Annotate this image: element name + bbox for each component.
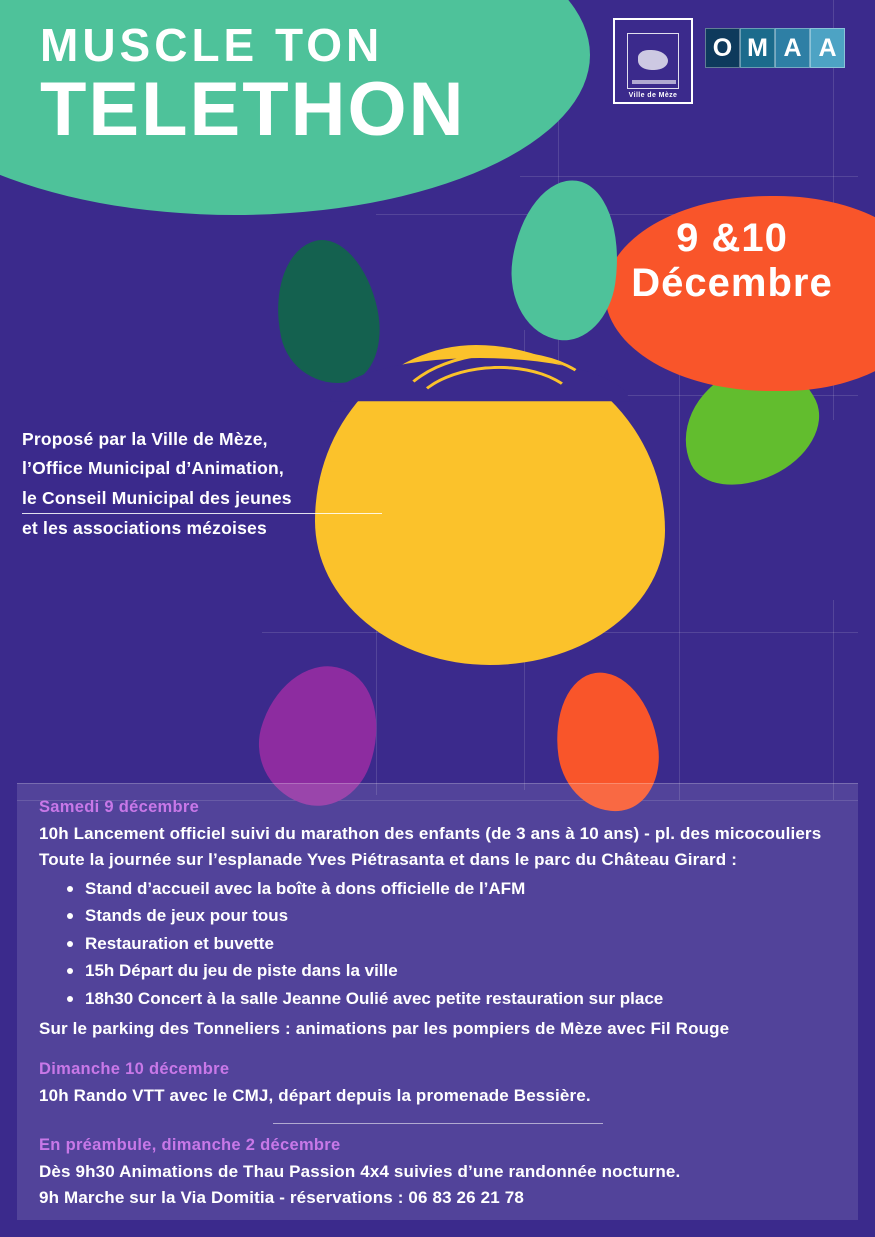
list-item: Restauration et buvette	[39, 930, 836, 958]
event-date	[607, 216, 857, 306]
list-item: Stand d’accueil avec la boîte à dons officielle de l’AFM	[39, 875, 836, 903]
decorative-blob-dark-teal	[263, 231, 391, 394]
spacer	[39, 1042, 836, 1060]
list-item: 15h Départ du jeu de piste dans la ville	[39, 957, 836, 985]
programme-bullet-list-saturday	[39, 875, 836, 1013]
credits-line: le Conseil Municipal des jeunes	[22, 484, 382, 514]
section-divider	[273, 1123, 603, 1124]
oma-logo-letter: A	[810, 28, 845, 68]
credits-line: Proposé par la Ville de Mèze,	[22, 429, 268, 449]
programme-line: Toute la journée sur l’esplanade Yves Piétrasanta et dans le parc du Château Girard :	[39, 849, 738, 869]
programme-heading-sunday: Dimanche 10 décembre	[39, 1060, 230, 1079]
programme-line: Dès 9h30 Animations de Thau Passion 4x4 suivies d’une randonnée nocturne.	[39, 1161, 681, 1181]
guide-line-vertical	[679, 330, 680, 800]
guide-line-vertical	[833, 600, 834, 800]
list-item: Stands de jeux pour tous	[39, 902, 836, 930]
organisers-credits	[22, 425, 382, 544]
programme-panel	[17, 783, 858, 1220]
title-line-2: TELETHON	[40, 67, 466, 152]
ville-de-meze-logo	[613, 18, 693, 104]
title-line-1: MUSCLE TON	[40, 19, 384, 71]
coat-of-arms-icon	[627, 33, 679, 89]
date-line-1: 9 &10	[676, 216, 788, 260]
date-line-2: Décembre	[631, 261, 833, 305]
poster-title	[40, 19, 466, 152]
credits-line: et les associations mézoises	[22, 518, 267, 539]
list-item: 18h30 Concert à la salle Jeanne Oulié avec petite restauration sur place	[39, 985, 836, 1013]
guide-line-horizontal	[520, 176, 858, 177]
programme-heading-preamble: En préambule, dimanche 2 décembre	[39, 1135, 341, 1154]
credits-line: l’Office Municipal d’Animation,	[22, 458, 284, 479]
oma-logo	[705, 28, 845, 68]
oma-logo-letter: M	[740, 28, 775, 68]
programme-line: 9h Marche sur la Via Domitia - réservations : 06 83 26 21 78	[39, 1187, 524, 1207]
oma-logo-letter: O	[705, 28, 740, 68]
ville-de-meze-logo-caption: Ville de Mèze	[628, 92, 678, 99]
programme-line: 10h Lancement officiel suivi du marathon des enfants (de 3 ans à 10 ans) - pl. des micocouliers	[39, 824, 822, 843]
oma-logo-letter: A	[775, 28, 810, 68]
programme-line: Sur le parking des Tonneliers : animations par les pompiers de Mèze avec Fil Rouge	[39, 1019, 730, 1039]
programme-line: 10h Rando VTT avec le CMJ, départ depuis la promenade Bessière.	[39, 1086, 591, 1106]
programme-heading-saturday: Samedi 9 décembre	[39, 798, 200, 816]
